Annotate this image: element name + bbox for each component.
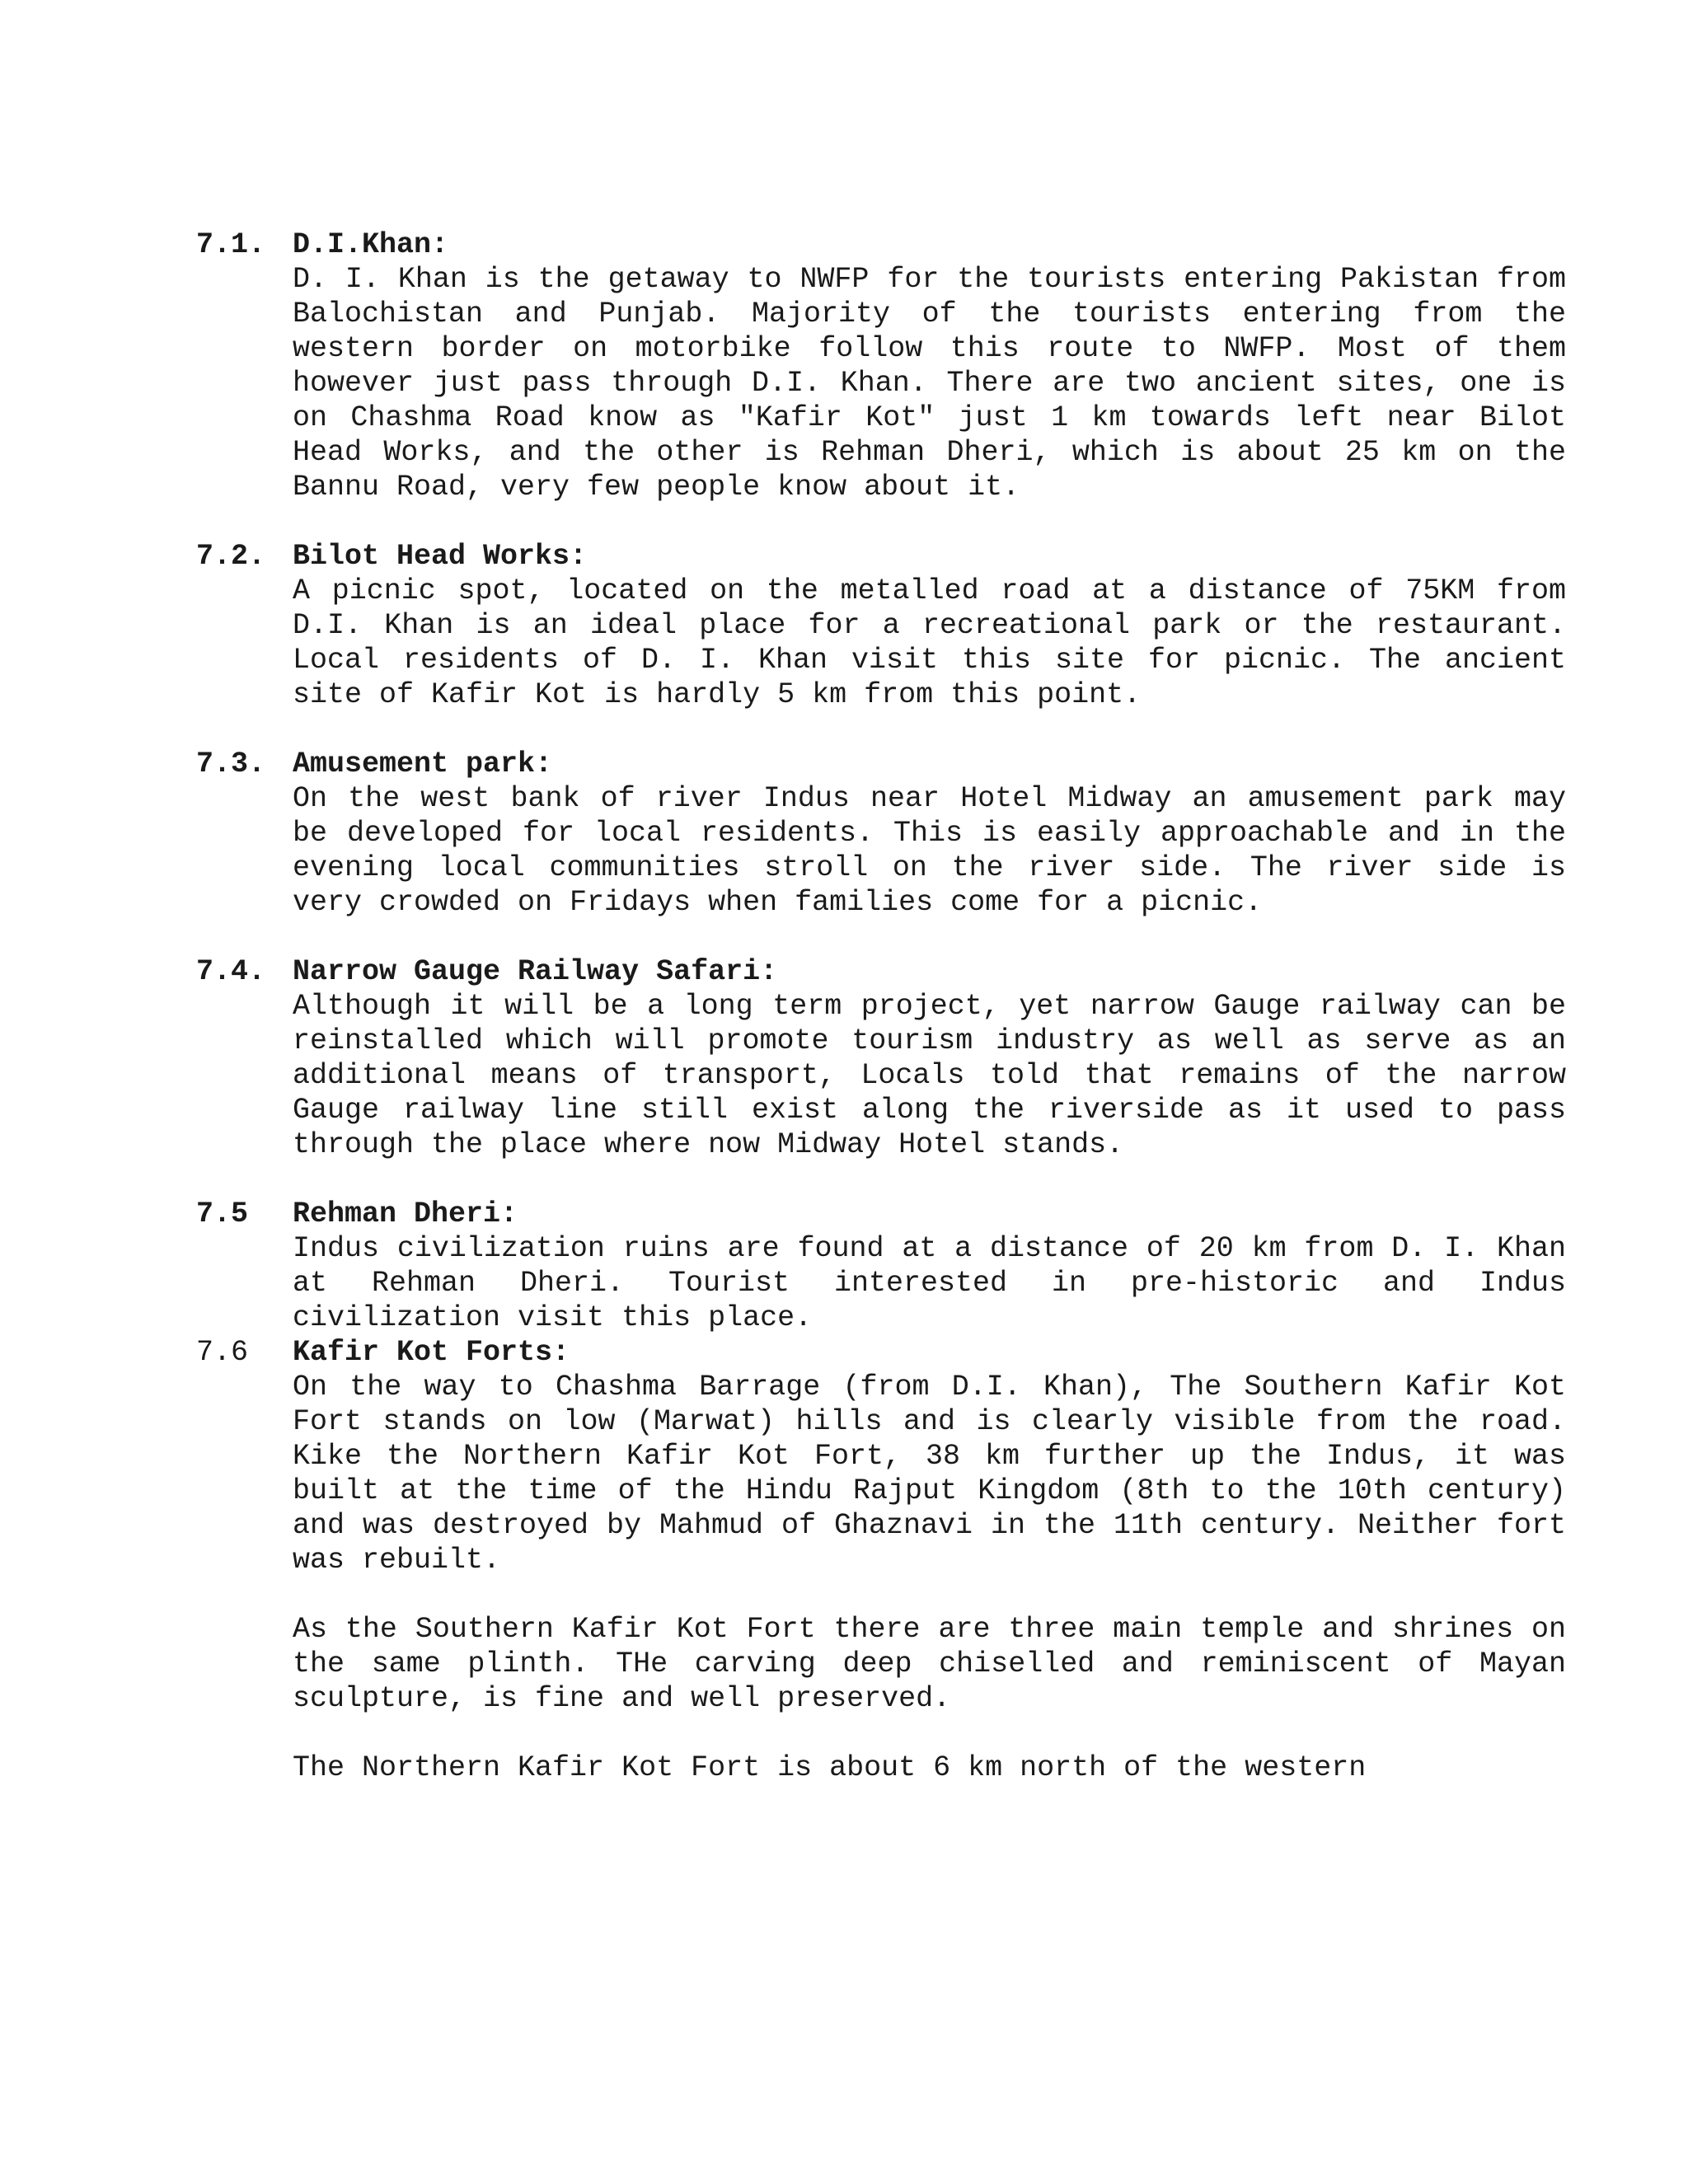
section-7-1	[196, 227, 1566, 504]
section-7-2	[196, 539, 1566, 712]
section-7-5	[196, 1197, 1566, 1335]
section-paragraph: The Northern Kafir Kot Fort is about 6 km north of the western	[293, 1751, 1367, 1784]
document-body	[196, 227, 1566, 1785]
section-number: 7.1.	[196, 228, 266, 261]
section-paragraph: On the west bank of river Indus near Hotel Midway an amusement park may be developed for local residents. This is easily approachable and in the evening local communities stroll on the river side. The river side is very crowded on Fridays when families come for a picnic.	[293, 782, 1566, 919]
section-heading: Kafir Kot Forts:	[293, 1336, 570, 1369]
section-number: 7.3.	[196, 748, 266, 780]
section-number: 7.6	[196, 1336, 249, 1369]
section-paragraph: A picnic spot, located on the metalled road at a distance of 75KM from D.I. Khan is an ideal place for a recreational park or the restaurant. Local residents of D. I. Khan visit this site for picnic. The ancient site of Kafir Kot is hardly 5 km from this point.	[293, 574, 1566, 711]
section-paragraph: On the way to Chashma Barrage (from D.I. Khan), The Southern Kafir Kot Fort stands on low (Marwat) hills and is clearly visible from the road. Kike the Northern Kafir Kot Fort, 38 km further up the Indus, it was built at the time of the Hindu Rajput Kingdom (8th to the 10th century) and was destroyed by Mahmud of Ghaznavi in the 11th century. Neither fort was rebuilt.	[293, 1371, 1566, 1577]
section-heading: D.I.Khan:	[293, 228, 449, 261]
section-paragraph: Although it will be a long term project, yet narrow Gauge railway can be reinstalled which will promote tourism industry as well as serve as an additional means of transport, Locals told that remains of the narrow Gauge railway line still exist along the riverside as it used to pass through the place where now Midway Hotel stands.	[293, 990, 1566, 1161]
section-number: 7.4.	[196, 955, 266, 988]
section-paragraph: As the Southern Kafir Kot Fort there are three main temple and shrines on the same plinth. THe carving deep chiselled and reminiscent of Mayan sculpture, is fine and well preserved.	[293, 1613, 1566, 1715]
section-heading: Bilot Head Works:	[293, 540, 588, 573]
section-heading: Rehman Dheri:	[293, 1197, 518, 1230]
section-number: 7.5	[196, 1197, 249, 1230]
section-number: 7.2.	[196, 540, 266, 573]
section-paragraph: D. I. Khan is the getaway to NWFP for the tourists entering Pakistan from Balochistan and Punjab. Majority of the tourists entering from the western border on motorbike follow this route to NWFP. Most of them however just pass through D.I. Khan. There are two ancient sites, one is on Chashma Road know as "Kafir Kot" just 1 km towards left near Bilot Head Works, and the other is Rehman Dheri, which is about 25 km on the Bannu Road, very few people know about it.	[293, 263, 1566, 504]
section-paragraph: Indus civilization ruins are found at a distance of 20 km from D. I. Khan at Rehman Dheri. Tourist interested in pre-historic and Indus civilization visit this place.	[293, 1232, 1566, 1334]
section-heading: Amusement park:	[293, 748, 553, 780]
section-heading: Narrow Gauge Railway Safari:	[293, 955, 778, 988]
section-7-3	[196, 747, 1566, 920]
section-7-4	[196, 954, 1566, 1162]
section-7-6	[196, 1335, 1566, 1785]
